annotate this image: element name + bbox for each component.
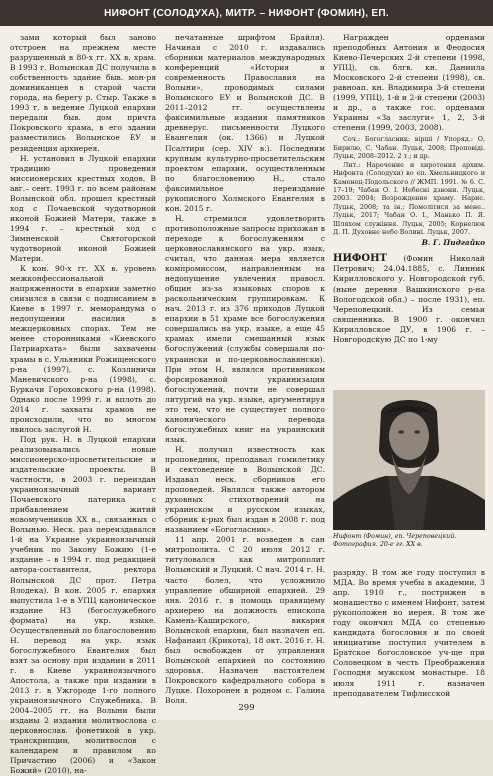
portrait-photo-image xyxy=(333,390,485,530)
paragraph: Н. установил в Луцкой епархии традицию проведения миссионерских крестных ходов. В авг.– сент. 1993 г. по всем районам Волынской обл. прошел крестный ход с Почаевской чудотворной иконой Божией Матери, также в 1994 г. – крестный ход с Зимненской Святогорской чудотворной иконой Божией Матери. xyxy=(10,153,156,264)
paragraph: К кон. 90-х гг. XX в. уровень межконфессиональной напряженности в епархии заметно снизился в связи с подписанием в Киеве в 1997 г. меморандума о недопущении насилия в межцерковных спорах. Тем не менее сторонниками «Киевского Патриархата» были захвачены храмы в с. Ульяники Рожищенского р-на (1997), с. Козлиничи Маневичского р-на (1998), с. Буркачи Гороховского р-на (1998). Однако после 1999 г. и вплоть до 2014 г. захваты храмов не происходили, что во многом явилось заслугой Н. xyxy=(10,264,156,434)
paragraph: разряду. В том же году поступил в МДА. Во время учебы в академии, 3 апр. 1910 г., пострижен в монашество с именем Нифонт, затем рукоположен во иерея. В том же году окончил МДА со степенью кандидата богословия и по своей инициативе поступил учителем в Братское богословское уч-ще при Соловецком в честь Преображения Господня мужском монастыре. 18 июля 1911 г. назначен преподавателем Тифлисской xyxy=(333,568,485,698)
literature-list: Лит.: Наречение и хиротония архим. Нифонта (Солодухи) во еп. Хмельницкого и Каменец-Подольского // ЖМП. 1991. № 6. С. 17–19; Чабан О. І. Небесні дзвони. Луцьк, 2003. 2004; Возрождение храму. Нарис. Луцьк, 2008; та ін.; Помолітися за мене.. Луцьк, 2017; Чабан О. І., Манько П. Я. Шляхом служіння. Луцьк, 2005; Корнелюк Д. П. Духовне небо Волині. Луцьк, 2007. xyxy=(333,160,485,236)
running-header xyxy=(0,0,493,26)
paragraph: Н. стремился удовлетворять противоположные запросы прихожан в переходе к богослужениям с церковнославянского на укр. язык, считал, что данная мера является компромиссом, направленным на недопущение увлечения правосл. общин из-за языковых споров к раскольническим группировкам. К нач. 2013 г. из 376 приходов Луцкой епархии в 51 храме все богослужения совершались на укр. языке, а еще 45 храмах имели смешанный язык богослужений (службы совершали по-украински и по-церковнославянски). При этом Н. являлся противником форсированной украинизации богослужений, почти не совершал литургий на укр. языке, аргументируя это тем, что не существует полного канонического перевода богослужебных книг на украинский язык. xyxy=(165,213,325,444)
entry-headword: НИФОНТ xyxy=(333,253,387,265)
running-header-title: НИФОНТ (СОЛОДУХА), МИТР. – НИФОНТ (ФОМИН), ЕП. xyxy=(104,7,389,19)
paragraph: Под рук. Н. в Луцкой епархии реализовывались новые миссионерско-просветительские и издательские проекты. В частности, в 2003 г. переиздан украиноязычный вариант Почаевского патерика с прибавлением житий новомучеников ХХ в., связанных с Волынью. Неск. раз переиздавался 1-й на Украине украиноязычный учебник по Закону Божию (1-е издание – в 1994 г. под редакцией автора-составителя, ректора Волынской ДС прот. Петра Влодека). В кон. 2005 г. епархия выпустила 1-е в УПЦ каноническое издание НЗ (богослужебного формата) на укр. языке. Осуществленный по благословению Н. перевод на укр. язык богослужебного Евангелия был взят за основу при издании в 2011 г. в Киеве украиноязычного Апостола, а также при издании в 2013 г. в Ужгороде 1-го полного украиноязычного Служебника. В 2004–2005 гг. на Волыни были изданы 2 издания молитвослова с церковнослав. фонетикой в укр. транскрипции, молитвослов с календарем и правилом ко Причастию (2006) и «Закон Божий» (2010), на- xyxy=(10,434,156,776)
photo-caption: Нифонт (Фомин), еп. Череповецкий. Фотография. 20-е гг. ХХ в. xyxy=(333,533,457,549)
paragraph: Н. получил известность как проповедник, преподавал гомилетику и сектоведение в Волынской ДС. Издавал неск. сборников его проповедей. Являлся также автором духовных стихотворений на украинском и русском языках, сборник к-рых был издан в 2008 г. под названием «Богогласник». xyxy=(165,444,325,535)
paragraph: 11 апр. 2001 г. возведен в сан митрополита. С 20 июля 2012 г. титуловался как митрополит Волынский и Луцкий. С нач. 2014 г. Н. часто болел, что усложнило управление обширной епархией. 29 янв. 2016 г. в помощь правящему архиерею на должность епископа Камень-Каширского, викария Волынской епархии, был назначен еп. Нафанаил (Крикота), 18 окт. 2016 г. Н. был освобожден от управления Волынской епархией по состоянию здоровья. Назначен настоятелем Покровского кафедрального собора в Луцке. Похоронен в родном с. Галина Воля. xyxy=(165,535,325,706)
column-right-continued xyxy=(333,568,485,699)
works-list: Соч.: Богогласник: вірші / Упоряд.: О. Бирилю, С. Чабан. Луцьк, 2008; Проповіді. Луцьк, 2008–2012. 2 т.; и др. xyxy=(333,135,485,161)
paragraph: печатанные шрифтом Брайля). Начиная с 2010 г. издавались сборники материалов международных конференций «История и современность Православия на Волыни», проводимых силами Волынского ЕУ и Волынской ДС. В 2011–2012 гг. осуществлены факсимильные издания памятников древнерус. письменности Луцкого Евангелия (ок. 1366) и Луцкой Псалтири (сер. XIV в.). Последним крупным культурно-просветительским проектом епархии, осуществленным по благословению Н., стало факсимильное переиздание рукописного Холмского Евангелия в кон. 2015 г. xyxy=(165,33,325,213)
entry-intro-text: (Фомин Николай Петрович; 24.04.1885, с. Линник Кирилловского у. Новгородской губ. (ныне деревня Вашкинского р-на Вологодской обл.) – после 1931), еп. Череповецкий. Из семьи священника. В 1900 г. окончил Кирилловское ДУ, в 1906 г. – Новгородскую ДС по 1-му xyxy=(333,254,485,344)
article-author: В. Г. Пидгайко xyxy=(421,238,485,248)
column-right xyxy=(333,33,485,345)
new-entry xyxy=(333,254,485,344)
column-middle xyxy=(165,33,325,706)
column-left xyxy=(10,33,156,776)
paragraph: зами который был заново отстроен на прежнем месте разрушенный в 80-х гг. XX в. храм. В 1993 г. Волынская ДС получила в собственность здание быв. мон-ря доминиканцев в старой части города, на берегу р. Стыр. Также в 1993 г. в ведение Луцкой епархии передали быв. дом причта Покровского храма, в его здании разместились Волынское ЕУ и резиденция архиерея. xyxy=(10,33,156,153)
page-number: 299 xyxy=(238,703,255,713)
bibliography xyxy=(333,135,485,236)
awards-paragraph: Награжден орденами преподобных Антония и Феодосия Киево-Печерских 2-й степени (1998, УПЦ), св. блгв. кн. Даниила Московского 2-й степени (1998), св. равноап. кн. Владимира 3-й степени (1999, УПЦ), 1-й и 2-й степени (2003) и др., а также гос. орденами Украины «За заслуги» 1, 2, 3-й степени (1999, 2003, 2008). xyxy=(333,33,485,133)
portrait-photo xyxy=(333,390,485,530)
